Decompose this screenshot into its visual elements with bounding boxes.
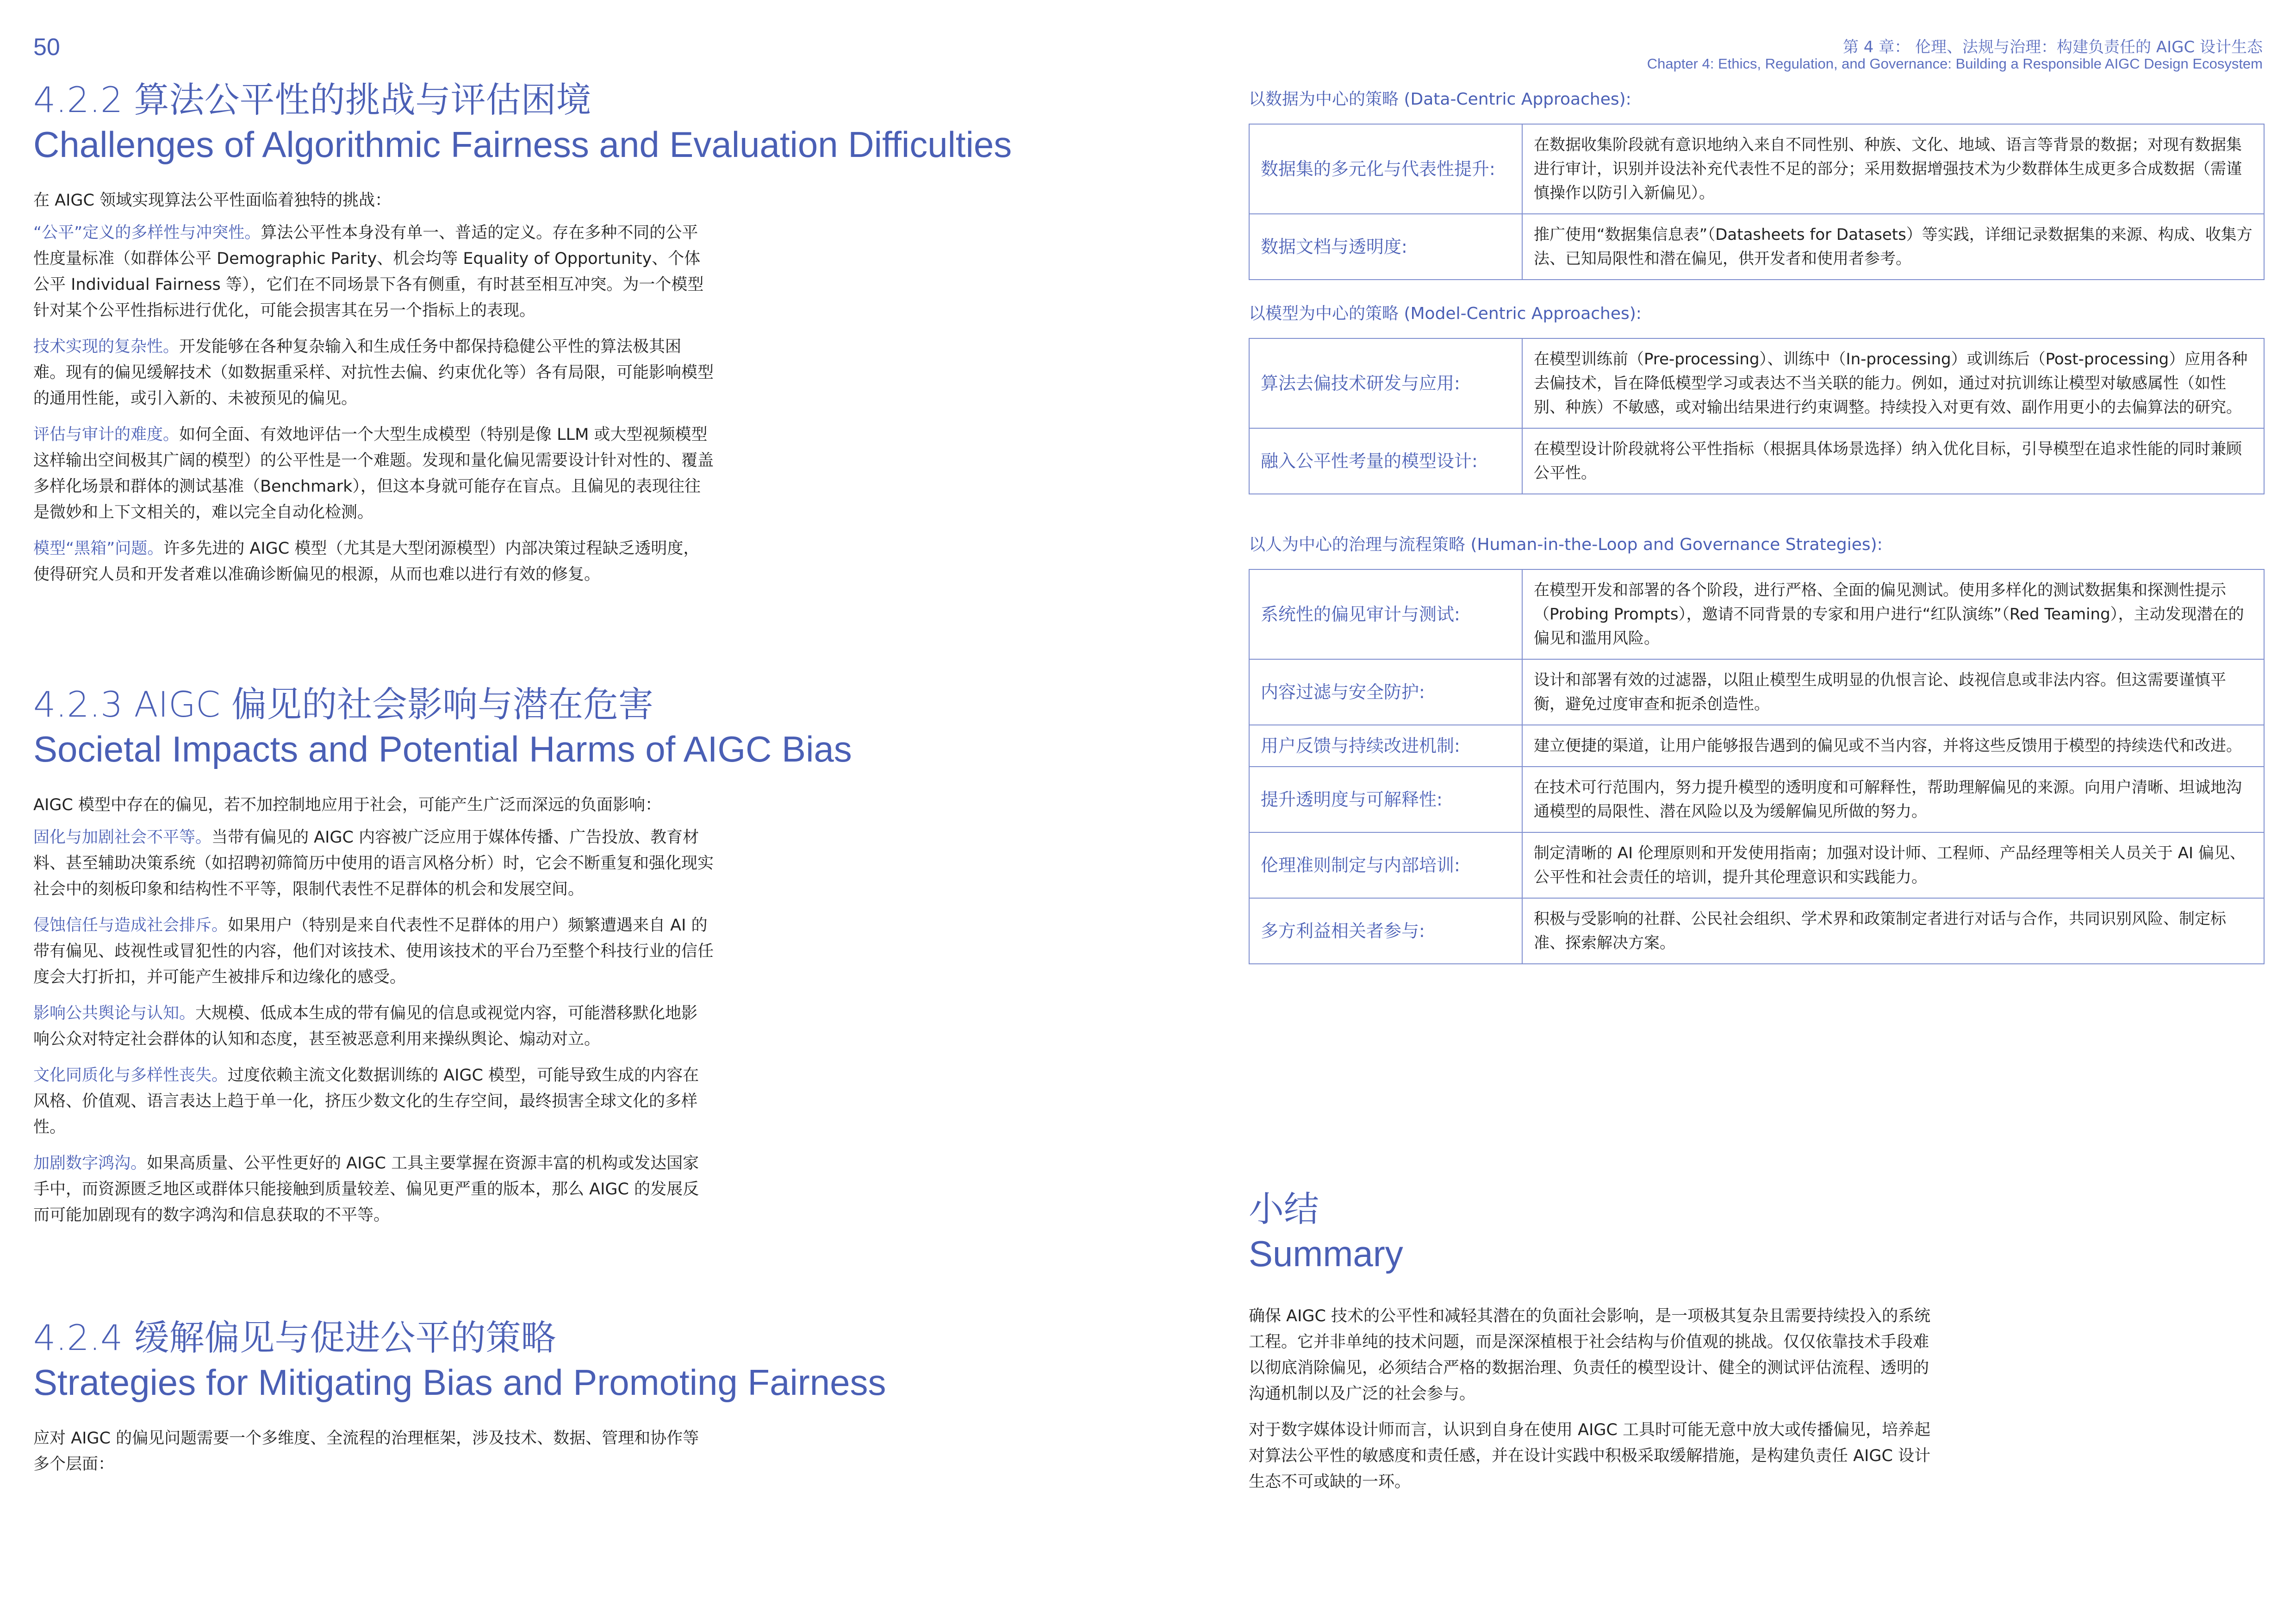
table-row — [1249, 767, 2264, 832]
row-value: 积极与受影响的社群、公民社会组织、学术界和政策制定者进行对话与合作，共同识别风险、制定标准、探索解决方案。 — [1522, 898, 2264, 964]
list-item: 技术实现的复杂性。开发能够在各种复杂输入和生成任务中都保持稳健公平性的算法极其困难。现有的偏见缓解技术（如数据重采样、对抗性去偏、约束优化等）各有局限，可能影响模型的通用性能，或引入新的、未被预见的偏见。 — [33, 337, 714, 408]
page-number: 50 — [33, 34, 60, 61]
table-human-centric — [1249, 569, 2265, 964]
table-row — [1249, 124, 2264, 214]
row-key: 多方利益相关者参与: — [1249, 898, 1522, 964]
row-value: 制定清晰的 AI 伦理原则和开发使用指南；加强对设计师、工程师、产品经理等相关人员关于 AI 偏见、公平性和社会责任的培训，提升其伦理意识和实践能力。 — [1522, 832, 2264, 898]
table-row — [1249, 428, 2264, 494]
list-item: 固化与加剧社会不平等。当带有偏见的 AIGC 内容被广泛应用于媒体传播、广告投放、教育材料、甚至辅助决策系统（如招聘初筛简历中使用的语言风格分析）时，它会不断重复和强化现实社会中的刻板印象和结构性不平等，限制代表性不足群体的机会和发展空间。 — [33, 828, 714, 899]
list-item: 文化同质化与多样性丧失。过度依赖主流文化数据训练的 AIGC 模型，可能导致生成的内容在风格、价值观、语言表达上趋于单一化，挤压少数文化的生存空间，最终损害全球文化的多样性。 — [33, 1066, 699, 1137]
row-key: 用户反馈与持续改进机制: — [1249, 725, 1522, 767]
table-model-centric — [1249, 338, 2265, 494]
section-4-2-2 — [33, 79, 1012, 587]
section-intro: 在 AIGC 领域实现算法公平性面临着独特的挑战： — [33, 191, 392, 210]
table-row — [1249, 214, 2264, 280]
list-item: 影响公共舆论与认知。大规模、低成本生成的带有偏见的信息或视觉内容，可能潜移默化地影响公众对特定社会群体的认知和态度，甚至被恶意利用来操纵舆论、煽动对立。 — [33, 1004, 698, 1049]
row-key: 数据文档与透明度: — [1249, 214, 1522, 280]
table-row — [1249, 725, 2264, 767]
chapter-header-zh: 第 4 章： 伦理、法规与治理：构建负责任的 AIGC 设计生态 — [1842, 38, 2263, 56]
row-key: 伦理准则制定与内部培训: — [1249, 832, 1522, 898]
list-item: 侵蚀信任与造成社会排斥。如果用户（特别是来自代表性不足群体的用户）频繁遭遇来自 AI 的带有偏见、歧视性或冒犯性的内容，他们对该技术、使用该技术的平台乃至整个科技行业的信任度会大打折扣，并可能产生被排斥和边缘化的感受。 — [33, 916, 714, 987]
row-key: 提升透明度与可解释性: — [1249, 767, 1522, 832]
section-intro: AIGC 模型中存在的偏见，若不加控制地应用于社会，可能产生广泛而深远的负面影响： — [33, 796, 661, 815]
strategies-tables — [1249, 86, 2265, 964]
summary-title-zh: 小结 — [1249, 1188, 1319, 1230]
section-4-2-4 — [33, 1317, 886, 1477]
row-value: 在数据收集阶段就有意识地纳入来自不同性别、种族、文化、地域、语言等背景的数据；对现有数据集进行审计，识别并设法补充代表性不足的部分；采用数据增强技术为少数群体生成更多合成数据（需谨慎操作以防引入新偏见）。 — [1522, 124, 2264, 214]
section-title-en: Societal Impacts and Potential Harms of AIGC Bias — [33, 728, 852, 769]
section-intro: 应对 AIGC 的偏见问题需要一个多维度、全流程的治理框架，涉及技术、数据、管理和协作等多个层面： — [33, 1429, 699, 1474]
row-key: 算法去偏技术研发与应用: — [1249, 338, 1522, 428]
summary-section — [1249, 1190, 1934, 1495]
row-value: 在技术可行范围内，努力提升模型的透明度和可解释性，帮助理解偏见的来源。向用户清晰、坦诚地沟通模型的局限性、潜在风险以及为缓解偏见所做的努力。 — [1522, 767, 2264, 832]
table-row — [1249, 832, 2264, 898]
row-key: 系统性的偏见审计与测试: — [1249, 569, 1522, 659]
table-row — [1249, 569, 2264, 659]
list-item: 加剧数字鸿沟。如果高质量、公平性更好的 AIGC 工具主要掌握在资源丰富的机构或发达国家手中，而资源匮乏地区或群体只能接触到质量较差、偏见更严重的版本，那么 AIGC 的发展反而可能加剧现有的数字鸿沟和信息获取的不平等。 — [33, 1154, 699, 1225]
section-title-en: Strategies for Mitigating Bias and Promoting Fairness — [33, 1362, 886, 1403]
row-value: 在模型设计阶段就将公平性指标（根据具体场景选择）纳入优化目标，引导模型在追求性能的同时兼顾公平性。 — [1522, 428, 2264, 494]
chapter-header-en: Chapter 4: Ethics, Regulation, and Governance: Building a Responsible AIGC Design Ecosystem — [1647, 56, 2263, 72]
table-subtitle-human-centric: 以人为中心的治理与流程策略 (Human-in-the-Loop and Governance Strategies): — [1249, 535, 1883, 554]
section-title-zh: 4.2.2 算法公平性的挑战与评估困境 — [33, 79, 591, 120]
section-title-zh: 4.2.4 缓解偏见与促进公平的策略 — [33, 1317, 556, 1358]
list-item: “公平”定义的多样性与冲突性。算法公平性本身没有单一、普适的定义。存在多种不同的公平性度量标准（如群体公平 Demographic Parity、机会均等 Equality of Opportunity、个体公平 Individual Fairness 等），它们在不同场景下各有侧重，有时甚至相互冲突。为一个模型针对某个公平性指标进行优化，可能会损害其在另一个指标上的表现。 — [33, 224, 704, 320]
section-4-2-3 — [33, 684, 852, 1228]
list-item: 评估与审计的难度。如何全面、有效地评估一个大型生成模型（特别是像 LLM 或大型视频模型这样输出空间极其广阔的模型）的公平性是一个难题。发现和量化偏见需要设计针对性的、覆盖多样化场景和群体的测试基准（Benchmark），但这本身就可能存在盲点。且偏见的表现往往是微妙和上下文相关的，难以完全自动化检测。 — [33, 425, 714, 522]
table-row — [1249, 659, 2264, 725]
row-value: 推广使用“数据集信息表”（Datasheets for Datasets）等实践，详细记录数据集的来源、构成、收集方法、已知局限性和潜在偏见，供开发者和使用者参考。 — [1522, 214, 2264, 280]
row-value: 在模型开发和部署的各个阶段，进行严格、全面的偏见测试。使用多样化的测试数据集和探测性提示（Probing Prompts），邀请不同背景的专家和用户进行“红队演练”（Red Teaming），主动发现潜在的偏见和滥用风险。 — [1522, 569, 2264, 659]
summary-title-en: Summary — [1249, 1233, 1403, 1274]
row-key: 数据集的多元化与代表性提升: — [1249, 124, 1522, 214]
summary-paragraph-1: 确保 AIGC 技术的公平性和减轻其潜在的负面社会影响，是一项极其复杂且需要持续投入的系统工程。它并非单纯的技术问题，而是深深植根于社会结构与价值观的挑战。仅仅依靠技术手段难以彻底消除偏见，必须结合严格的数据治理、负责任的模型设计、健全的测试评估流程、透明的沟通机制以及广泛的社会参与。 — [1249, 1307, 1931, 1404]
row-value: 在模型训练前（Pre-processing）、训练中（In-processing）或训练后（Post-processing）应用各种去偏技术，旨在降低模型学习或表达不当关联的能力。例如，通过对抗训练让模型对敏感属性（如性别、种族）不敏感，或对输出结果进行约束调整。持续投入对更有效、副作用更小的去偏算法的研究。 — [1522, 338, 2264, 428]
table-subtitle-model-centric: 以模型为中心的策略 (Model-Centric Approaches): — [1249, 304, 1642, 323]
table-data-centric — [1249, 124, 2265, 280]
row-value: 建立便捷的渠道，让用户能够报告遇到的偏见或不当内容，并将这些反馈用于模型的持续迭代和改进。 — [1522, 725, 2264, 767]
section-title-en: Challenges of Algorithmic Fairness and Evaluation Difficulties — [33, 124, 1012, 165]
row-key: 融入公平性考量的模型设计: — [1249, 428, 1522, 494]
table-subtitle-data-centric: 以数据为中心的策略 (Data-Centric Approaches): — [1249, 90, 1631, 109]
row-key: 内容过滤与安全防护: — [1249, 659, 1522, 725]
row-value: 设计和部署有效的过滤器，以阻止模型生成明显的仇恨言论、歧视信息或非法内容。但这需要谨慎平衡，避免过度审查和扼杀创造性。 — [1522, 659, 2264, 725]
summary-paragraph-2: 对于数字媒体设计师而言，认识到自身在使用 AIGC 工具时可能无意中放大或传播偏见，培养起对算法公平性的敏感度和责任感，并在设计实践中积极采取缓解措施，是构建负责任 AIGC 设计生态不可或缺的一环。 — [1249, 1421, 1931, 1492]
table-row — [1249, 898, 2264, 964]
list-item: 模型“黑箱”问题。许多先进的 AIGC 模型（尤其是大型闭源模型）内部决策过程缺乏透明度，使得研究人员和开发者难以准确诊断偏见的根源，从而也难以进行有效的修复。 — [33, 539, 700, 584]
section-title-zh: 4.2.3 AIGC 偏见的社会影响与潜在危害 — [33, 684, 654, 725]
table-row — [1249, 338, 2264, 428]
